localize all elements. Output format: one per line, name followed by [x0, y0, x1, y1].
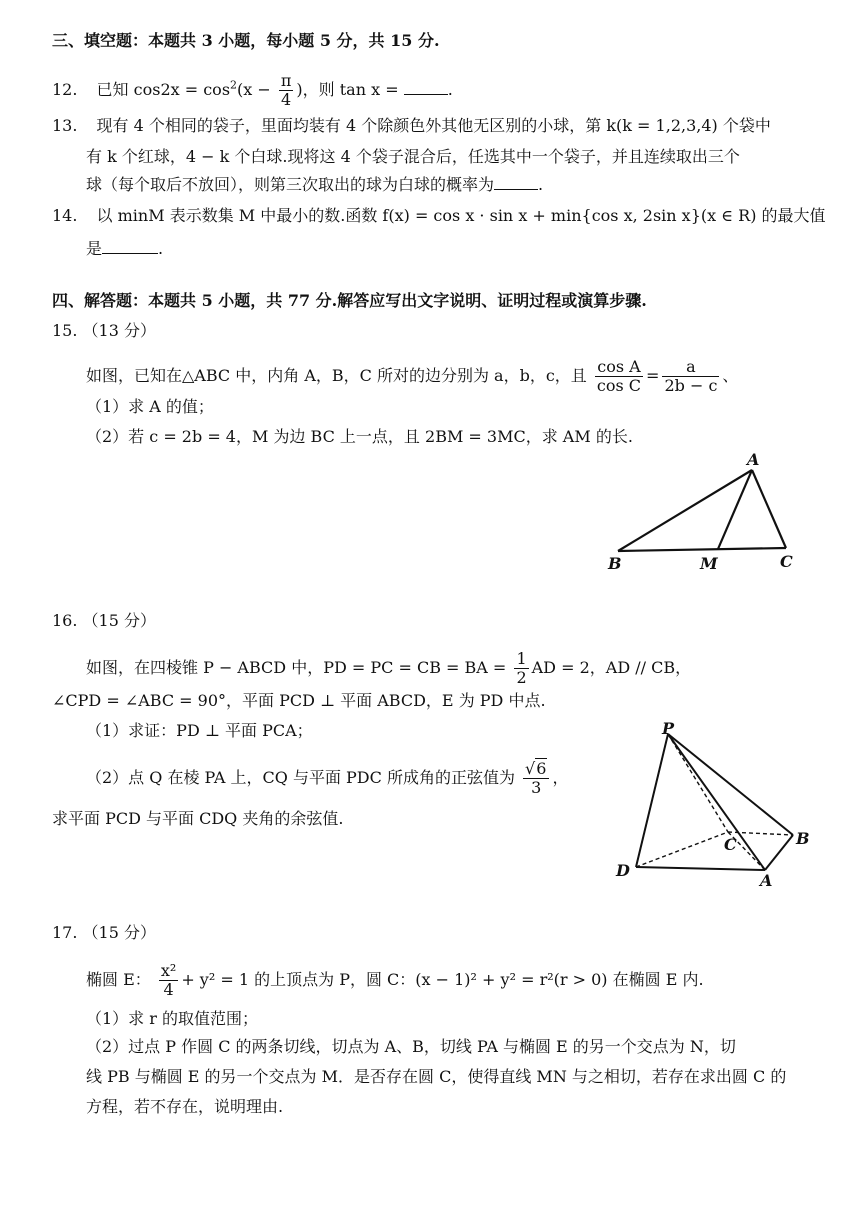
q13-line2: 有 k 个红球，4 − k 个白球.现将这 4 个袋子混合后，任选其中一个袋子，并且连续取出三个	[86, 147, 740, 166]
q16-frac-num: 1	[516, 649, 527, 668]
q16-part2b: ，	[552, 768, 569, 787]
q17-part1: （1）求 r 的取值范围；	[86, 1009, 259, 1028]
q13-line3	[86, 174, 543, 196]
question-13	[52, 115, 771, 137]
segment-ac	[752, 470, 786, 548]
section3-heading: 三、填空题：本题共 3 小题，每小题 5 分，共 15 分.	[52, 31, 440, 50]
q16-part1: （1）求证：PD ⊥ 平面 PCA；	[86, 721, 313, 740]
q13-number: 13.	[52, 116, 78, 135]
q17-fraction	[159, 962, 178, 999]
q14-number: 14.	[52, 206, 78, 225]
q12-frac-num: π	[280, 71, 292, 90]
q14-line2b: .	[158, 239, 164, 258]
label-c: C	[724, 835, 737, 854]
label-p: P	[662, 720, 675, 738]
q12-text-d: .	[447, 80, 453, 99]
question-14	[52, 205, 826, 227]
q15-frac2-den: 2b − c	[664, 376, 718, 395]
q16-line1a: 如图，在四棱锥 P − ABCD 中，PD = PC = CB = BA =	[86, 658, 507, 677]
q15-part2: （2）若 c = 2b = 4，M 为边 BC 上一点，且 2BM = 3MC，求 AM 的长.	[86, 427, 633, 446]
label-d: D	[616, 861, 630, 880]
q15-frac1-den: cos C	[596, 376, 642, 395]
q12-text-a: 已知 cos2x = cos	[96, 80, 231, 99]
q16-part2	[86, 760, 568, 797]
q12-sup: 2	[230, 78, 238, 92]
q13-line1: 现有 4 个相同的袋子，里面均装有 4 个除颜色外其他无区别的小球，第 k(k = 1,2,3,4) 个袋中	[96, 116, 771, 135]
q16-line1	[86, 650, 691, 687]
q15-frac2-num: a	[662, 358, 719, 377]
q15-frac1-num: cos A	[595, 358, 643, 377]
q16-line-last: 求平面 PCD 与平面 CDQ 夹角的余弦值.	[52, 809, 344, 828]
q17-header: 17. （15 分）	[52, 923, 156, 942]
q16-pyramid-figure	[608, 720, 828, 890]
q16-fraction-sqrt6-3	[523, 760, 549, 797]
q17-part2-line2: 线 PB 与椭圆 E 的另一个交点为 M．是否存在圆 C，使得直线 MN 与之相切，若存在求出圆 C 的	[86, 1067, 787, 1086]
q12-number: 12.	[52, 80, 78, 99]
label-c: C	[780, 552, 793, 571]
label-a: A	[760, 871, 773, 890]
q15-part1: （1）求 A 的值；	[86, 397, 214, 416]
segment-bc	[618, 548, 786, 551]
q15-intro	[86, 358, 738, 395]
q14-answer-blank	[102, 239, 158, 254]
q17-part2-line3: 方程，若不存在，说明理由.	[86, 1097, 284, 1116]
q15-triangle-figure	[600, 445, 810, 575]
q15-fraction-2	[662, 358, 719, 395]
q13-line3a: 球（每个取后不放回），则第三次取出的球为白球的概率为	[86, 175, 495, 194]
q14-line2	[86, 238, 163, 260]
section4-heading: 四、解答题：本题共 5 小题，共 77 分.解答应写出文字说明、证明过程或演算步骤.	[52, 291, 647, 310]
edge-pc	[668, 734, 728, 832]
segment-ab	[618, 470, 752, 551]
label-m: M	[700, 554, 718, 573]
q16-sqrt-value: 6	[536, 759, 547, 778]
q15-fraction-1	[595, 358, 643, 395]
label-a: A	[747, 450, 760, 469]
q17-part2-line1: （2）过点 P 作圆 C 的两条切线，切点为 A、B，切线 PA 与椭圆 E 的另一个交点为 N，切	[86, 1037, 736, 1056]
segment-am	[718, 470, 752, 549]
q12-frac-den: 4	[281, 90, 292, 109]
question-12	[52, 72, 453, 109]
q12-answer-blank	[404, 80, 448, 95]
q12-text-b: (x −	[237, 80, 271, 99]
q16-header: 16. （15 分）	[52, 611, 156, 630]
q17-intro-b: + y² = 1 的上顶点为 P，圆 C：(x − 1)² + y² = r²(r > 0) 在椭圆 E 内.	[181, 970, 704, 989]
q17-frac-den: 4	[163, 980, 174, 999]
label-b: B	[796, 829, 810, 848]
q16-frac2-num: √6	[523, 760, 549, 779]
edge-da	[636, 867, 765, 870]
q17-intro-a: 椭圆 E：	[86, 970, 151, 989]
q16-frac-den: 2	[516, 668, 527, 687]
edge-dc	[636, 832, 728, 867]
q15-intro-end: 、	[722, 366, 739, 385]
q16-part2a: （2）点 Q 在棱 PA 上，CQ 与平面 PDC 所成角的正弦值为	[86, 768, 515, 787]
q14-line2a: 是	[86, 239, 103, 258]
q16-line2: ∠CPD = ∠ABC = 90°，平面 PCD ⊥ 平面 ABCD，E 为 PD 中点.	[52, 691, 546, 710]
q17-frac-num: x²	[160, 961, 177, 980]
q15-intro-a: 如图，已知在△ABC 中，内角 A，B，C 所对的边分别为 a，b，c，且	[86, 366, 587, 385]
q15-eq: =	[646, 366, 660, 385]
edge-ab	[765, 835, 793, 870]
q12-text-c: )，则 tan x =	[296, 80, 399, 99]
q13-answer-blank	[494, 175, 538, 190]
edge-pb	[668, 734, 793, 835]
label-b: B	[608, 554, 622, 573]
q16-fraction-half	[514, 650, 528, 687]
q16-frac2-den: 3	[531, 778, 542, 797]
q12-fraction	[279, 72, 294, 109]
q15-header: 15. （13 分）	[52, 321, 156, 340]
edge-pd	[636, 734, 668, 867]
q13-line3b: .	[538, 175, 544, 194]
q17-intro	[86, 962, 704, 999]
q14-line1: 以 minM 表示数集 M 中最小的数.函数 f(x) = cos x · sin x + min{cos x, 2sin x}(x ∈ R) 的最大值	[96, 206, 826, 225]
q16-line1b: AD = 2，AD // CB，	[531, 658, 692, 677]
